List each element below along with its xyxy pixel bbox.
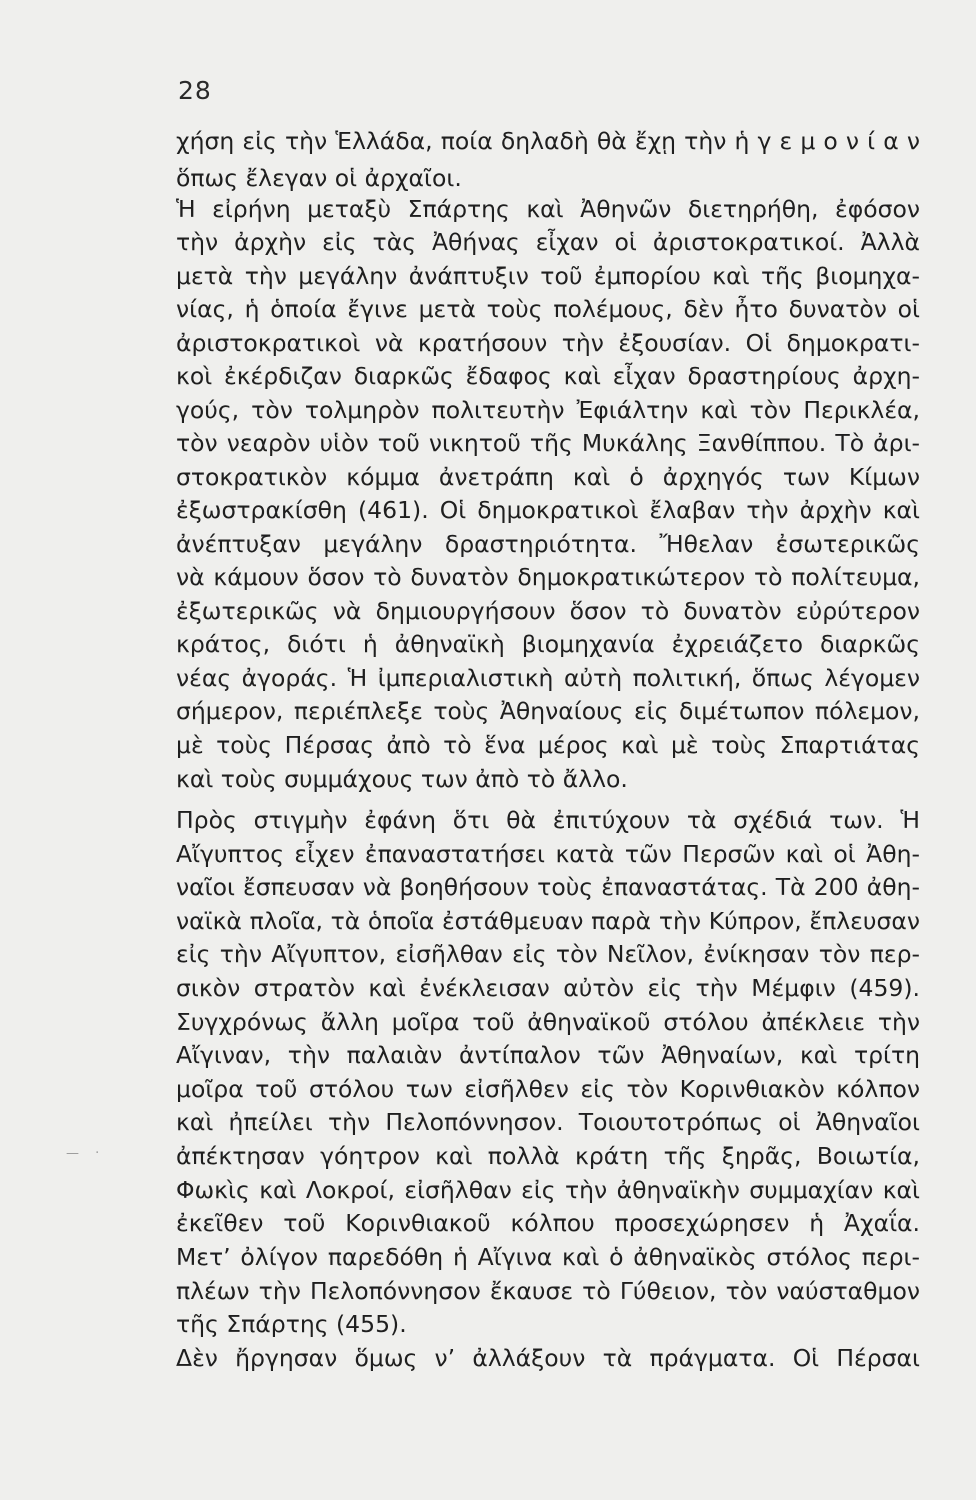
text-line: Δὲν ἤργησαν ὅμως ν’ ἀλλάξουν τὰ πράγματα. Οἱ Πέρσαι (176, 1344, 920, 1372)
text-line: Αἴγιναν, τὴν παλαιὰν ἀντίπαλον τῶν Ἀθηναίων, καὶ τρίτη (176, 1041, 920, 1069)
text-line: τὸν νεαρὸν υἱὸν τοῦ νικητοῦ τῆς Μυκάλης Ξανθίππου. Τὸ ἀρι- (176, 429, 920, 457)
text-line: κοὶ ἐκέρδιζαν διαρκῶς ἔδαφος καὶ εἶχαν δραστηρίους ἀρχη- (176, 362, 920, 390)
text-line: κράτος, διότι ἡ ἀθηναϊκὴ βιομηχανία ἐχρειάζετο διαρκῶς (176, 630, 920, 658)
text-line: σικὸν στρατὸν καὶ ἐνέκλεισαν αὐτὸν εἰς τὴν Μέμφιν (459). (176, 974, 920, 1002)
text-line: ἀριστοκρατικοὶ νὰ κρατήσουν τὴν ἐξουσίαν. Οἱ δημοκρατι- (176, 329, 920, 357)
text-line: Φωκὶς καὶ Λοκροί, εἰσῆλθαν εἰς τὴν ἀθηναϊκὴν συμμαχίαν καὶ (176, 1176, 920, 1204)
text-line: νίας, ἡ ὁποία ἔγινε μετὰ τοὺς πολέμους, δὲν ἦτο δυνατὸν οἱ (176, 295, 920, 323)
page-number: 28 (178, 76, 212, 105)
text-line: μὲ τοὺς Πέρσας ἀπὸ τὸ ἕνα μέρος καὶ μὲ τοὺς Σπαρτιάτας (176, 731, 920, 759)
text-line: μοῖρα τοῦ στόλου των εἰσῆλθεν εἰς τὸν Κορινθιακὸν κόλπον (176, 1075, 920, 1103)
text-line: πλέων τὴν Πελοπόννησον ἔκαυσε τὸ Γύθειον, τὸν ναύσταθμον (176, 1277, 920, 1305)
text-line: νὰ κάμουν ὅσον τὸ δυνατὸν δημοκρατικώτερον τὸ πολίτευμα, (176, 563, 920, 591)
text-line: τῆς Σπάρτης (455). (176, 1310, 407, 1338)
text-line: ἐξωτερικῶς νὰ δημιουργήσουν ὅσον τὸ δυνατὸν εὐρύτερον (176, 597, 920, 625)
text-line: ναῖοι ἔσπευσαν νὰ βοηθήσουν τοὺς ἐπαναστάτας. Τὰ 200 ἀθη- (176, 873, 920, 901)
text-line: καὶ τοὺς συμμάχους των ἀπὸ τὸ ἄλλο. (176, 765, 628, 793)
text-line: Μετ’ ὀλίγον παρεδόθη ἡ Αἴγινα καὶ ὁ ἀθηναϊκὸς στόλος περι- (176, 1243, 920, 1271)
text-line: τὴν ἀρχὴν εἰς τὰς Ἀθήνας εἶχαν οἱ ἀριστοκρατικοί. Ἀλλὰ (176, 228, 920, 256)
text-line: νέας ἀγοράς. Ἡ ἰμπεριαλιστικὴ αὐτὴ πολιτική, ὅπως λέγομεν (176, 664, 920, 692)
text-line: ὅπως ἔλεγαν οἱ ἀρχαῖοι. (176, 164, 462, 192)
text-line: μετὰ τὴν μεγάλην ἀνάπτυξιν τοῦ ἐμπορίου καὶ τῆς βιομηχα- (176, 262, 920, 290)
text-line: στοκρατικὸν κόμμα ἀνετράπη καὶ ὁ ἀρχηγός των Κίμων (176, 463, 920, 491)
text-line: Ἡ εἰρήνη μεταξὺ Σπάρτης καὶ Ἀθηνῶν διετηρήθη, ἐφόσον (176, 195, 920, 223)
text-line: ἀνέπτυξαν μεγάλην δραστηριότητα. Ἤθελαν ἐσωτερικῶς (176, 530, 920, 558)
text-line: Πρὸς στιγμὴν ἐφάνη ὅτι θὰ ἐπιτύχουν τὰ σχέδιά των. Ἡ (176, 806, 920, 834)
text-line: ναϊκὰ πλοῖα, τὰ ὁποῖα ἐστάθμευαν παρὰ τὴν Κύπρον, ἔπλευσαν (176, 907, 920, 935)
text-line: ἀπέκτησαν γόητρον καὶ πολλὰ κράτη τῆς ξηρᾶς, Βοιωτία, (176, 1142, 920, 1170)
text-line: καὶ ἠπείλει τὴν Πελοπόννησον. Τοιουτοτρόπως οἱ Ἀθηναῖοι (176, 1108, 920, 1136)
text-line: εἰς τὴν Αἴγυπτον, εἰσῆλθαν εἰς τὸν Νεῖλον, ἐνίκησαν τὸν περ- (176, 940, 920, 968)
text-line: γούς, τὸν τολμηρὸν πολιτευτὴν Ἐφιάλτην καὶ τὸν Περικλέα, (176, 396, 920, 424)
text-line: ἐκεῖθεν τοῦ Κορινθιακοῦ κόλπου προσεχώρησεν ἡ Ἀχαΐα. (176, 1209, 920, 1237)
text-line: χήση εἰς τὴν Ἑλλάδα, ποία δηλαδὴ θὰ ἔχῃ τὴν ἡ γ ε μ ο ν ί α ν (176, 127, 920, 155)
text-line: ἐξωστρακίσθη (461). Οἱ δημοκρατικοὶ ἔλαβαν τὴν ἀρχὴν καὶ (176, 496, 920, 524)
text-line: σήμερον, περιέπλεξε τοὺς Ἀθηναίους εἰς διμέτωπον πόλεμον, (176, 697, 920, 725)
margin-mark: — · (66, 1146, 106, 1161)
text-line: Αἴγυπτος εἶχεν ἐπαναστατήσει κατὰ τῶν Περσῶν καὶ οἱ Ἀθη- (176, 840, 920, 868)
text-line: Συγχρόνως ἄλλη μοῖρα τοῦ ἀθηναϊκοῦ στόλου ἀπέκλειε τὴν (176, 1008, 920, 1036)
